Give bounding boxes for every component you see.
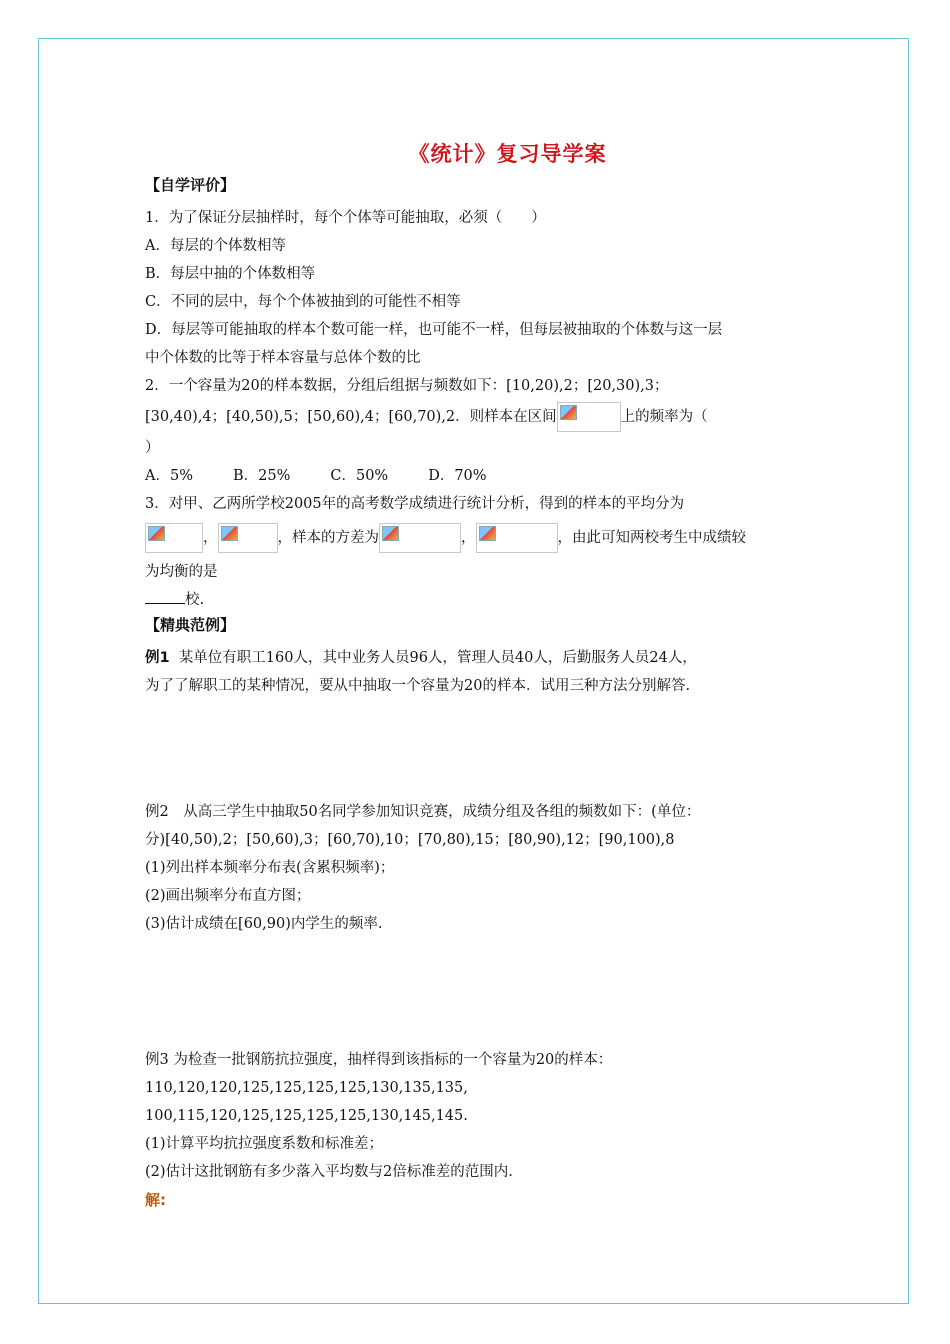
q2-option-d: D．70% [428, 468, 487, 484]
section-self-eval: 【自学评价】 [145, 176, 236, 194]
broken-image-icon [382, 526, 399, 541]
q3-comma2: ， [461, 530, 476, 546]
variance-b-image-placeholder [476, 523, 558, 553]
q2-option-b: B．25% [232, 468, 291, 484]
solution-label: 解: [145, 1191, 166, 1209]
q3-comma1: ， [203, 530, 218, 546]
ex1-line2: 为了了解职工的某种情况，要从中抽取一个容量为20的样本．试用三种方法分别解答. [145, 678, 691, 694]
ex2-part1: (1)列出样本频率分布表(含累积频率)； [145, 860, 395, 876]
interval-image-placeholder [557, 402, 621, 432]
q1-stem: 1．为了保证分层抽样时，每个个体等可能抽取，必须（ ） [145, 210, 546, 226]
q2-option-a: A．5% [145, 468, 193, 484]
q2-option-c: C．50% [330, 468, 389, 484]
q1-option-d-line2: 中个体数的比等于样本容量与总体个数的比 [145, 350, 421, 366]
q3-variance-text: ，样本的方差为 [277, 530, 379, 546]
q2-line2-text: [30,40),4；[40,50),5；[50,60),4；[60,70),2．则样本在区间 [145, 409, 557, 425]
ex2-line1: 例2 从高三学生中抽取50名同学参加知识竞赛，成绩分组及各组的频数如下：(单位： [145, 804, 701, 820]
mean-b-image-placeholder [218, 523, 278, 553]
section-examples: 【精典范例】 [145, 616, 236, 634]
q2-options [145, 462, 810, 490]
ex3-data1: 110,120,120,125,125,125,125,130,135,135, [145, 1080, 468, 1096]
q3-line4-text: 校. [185, 592, 205, 608]
q2-line2-tail: 上的频率为（ [620, 409, 708, 425]
ex3-part2: (2)估计这批钢筋有多少落入平均数与2倍标准差的范围内. [145, 1164, 513, 1180]
q3-tail: ，由此可知两校考生中成绩较 [557, 530, 746, 546]
broken-image-icon [560, 405, 577, 420]
q3-line4 [145, 586, 810, 614]
q2-line1: 2．一个容量为20的样本数据，分组后组据与频数如下：[10,20),2；[20,30),3； [145, 378, 669, 394]
q1-option-b: B．每层中抽的个体数相等 [145, 266, 316, 282]
broken-image-icon [148, 526, 165, 541]
document-title: 《统计》复习导学案 [408, 141, 607, 166]
broken-image-icon [221, 526, 238, 541]
ex2-line2: 分)[40,50),2；[50,60),3；[60,70),10；[70,80),15；[80,90),12；[90,100),8 [145, 832, 675, 848]
ex3-line1: 例3 为检查一批钢筋抗拉强度，抽样得到该指标的一个容量为20的样本： [145, 1052, 613, 1068]
ex2-part3: (3)估计成绩在[60,90)内学生的频率. [145, 916, 383, 932]
q1-option-d-line1: D．每层等可能抽取的样本个数可能一样，也可能不一样，但每层被抽取的个体数与这一层 [145, 322, 723, 338]
q3-line3: 为均衡的是 [145, 564, 218, 580]
ex1-line1 [145, 644, 810, 672]
q2-line2 [145, 400, 810, 434]
ex1-text1: 某单位有职工160人，其中业务人员96人，管理人员40人，后勤服务人员24人， [178, 650, 697, 666]
mean-a-image-placeholder [145, 523, 203, 553]
ex3-data2: 100,115,120,125,125,125,125,130,145,145. [145, 1108, 468, 1124]
ex3-part1: (1)计算平均抗拉强度系数和标准差； [145, 1136, 384, 1152]
broken-image-icon [479, 526, 496, 541]
ex2-part2: (2)画出频率分布直方图； [145, 888, 311, 904]
q1-option-c: C．不同的层中，每个个体被抽到的可能性不相等 [145, 294, 461, 310]
answer-blank [145, 589, 185, 604]
q3-line2 [145, 518, 810, 558]
document-body [145, 138, 810, 1214]
variance-a-image-placeholder [379, 523, 461, 553]
q1-option-a: A．每层的个体数相等 [145, 238, 286, 254]
q3-line1: 3．对甲、乙两所学校2005年的高考数学成绩进行统计分析，得到的样本的平均分为 [145, 496, 685, 512]
q2-line3: ） [145, 440, 160, 456]
ex1-label: 例1 [145, 650, 170, 666]
